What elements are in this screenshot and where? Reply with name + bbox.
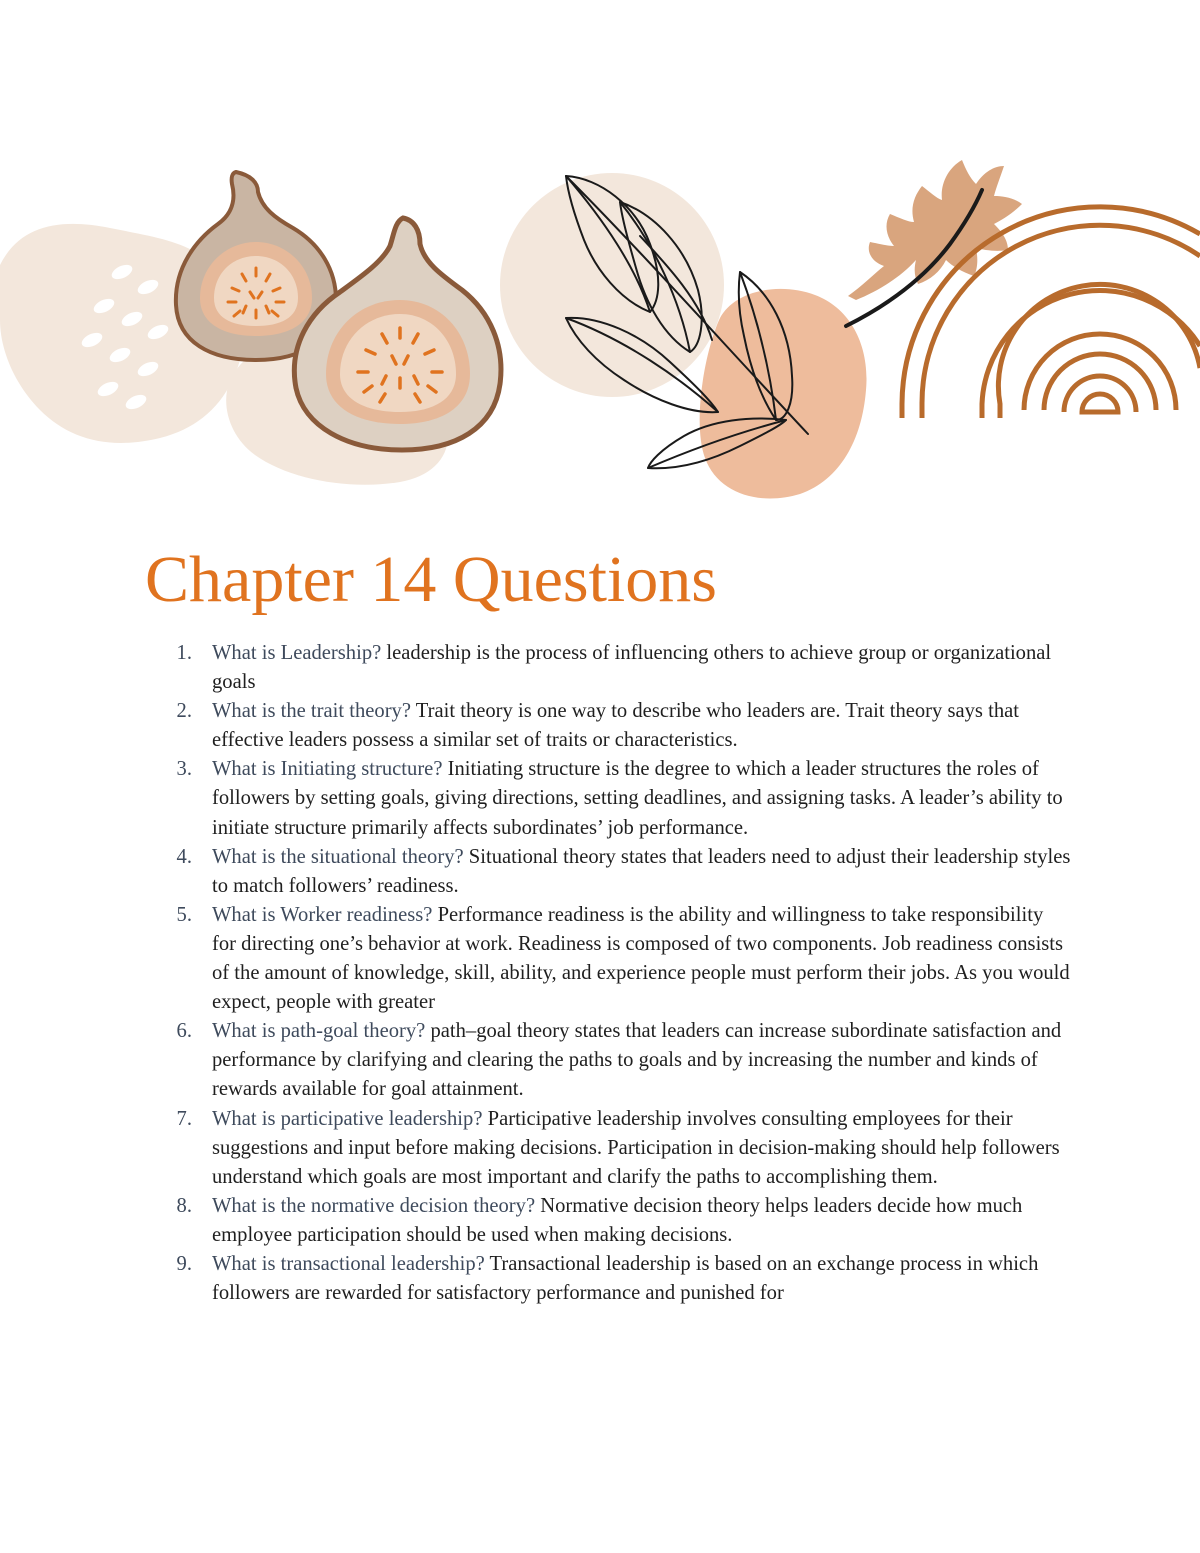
question-item — [0, 1192, 1072, 1250]
question-list — [0, 639, 1200, 1308]
question-item — [0, 697, 1072, 755]
answer-text: Performance readiness is the ability and willingness to take responsibility for directing one’s behavior at work. Readiness is composed of two components. Job readiness consists of the amount of knowledge, skill, ability, and experience people must perform their jobs. As you would expect, people with greater — [212, 903, 1070, 1014]
question-text: What is participative leadership? — [212, 1107, 483, 1130]
question-text: What is the trait theory? — [212, 700, 411, 723]
answer-text: Trait theory is one way to describe who leaders are. Trait theory says that effective leaders possess a similar set of traits or characteristics. — [212, 700, 1019, 752]
answer-text: Situational theory states that leaders need to adjust their leadership styles to match followers’ readiness. — [212, 845, 1071, 897]
answer-text: Normative decision theory helps leaders decide how much employee participation should be used when making decisions. — [212, 1194, 1023, 1246]
question-text: What is path-goal theory? — [212, 1020, 426, 1043]
header-illustration — [0, 0, 1200, 520]
question-text: What is the normative decision theory? — [212, 1194, 536, 1217]
question-number: 7. — [176, 1107, 192, 1130]
question-item — [0, 639, 1072, 697]
question-number: 3. — [176, 758, 192, 781]
answer-text: Initiating structure is the degree to which a leader structures the roles of followers by setting goals, giving directions, setting deadlines, and assigning tasks. A leader’s ability to initiate structure primarily affects subordinates’ job performance. — [212, 758, 1063, 839]
question-text: What is the situational theory? — [212, 845, 464, 868]
question-item — [0, 1017, 1072, 1104]
question-number: 8. — [176, 1194, 192, 1217]
question-text: What is Leadership? — [212, 642, 382, 664]
question-item — [0, 755, 1072, 842]
question-item — [0, 1250, 1072, 1308]
peach-blob — [700, 289, 867, 499]
question-number: 5. — [176, 903, 192, 926]
question-text: What is transactional leadership? — [212, 1252, 485, 1275]
answer-text: Transactional leadership is based on an exchange process in which followers are rewarded for satisfactory performance and punished for — [212, 1252, 1039, 1305]
question-item — [0, 843, 1072, 901]
answer-text: path–goal theory states that leaders can increase subordinate satisfaction and performance by clarifying and clearing the paths to goals and by increasing the number and kinds of rewards available for goal attainment. — [212, 1020, 1062, 1101]
question-number: 6. — [176, 1020, 192, 1043]
fig-half-icon — [294, 218, 501, 450]
question-number: 1. — [176, 642, 192, 664]
question-number: 9. — [176, 1252, 192, 1275]
question-item — [0, 901, 1072, 1017]
question-number: 4. — [176, 845, 192, 868]
question-text: What is Initiating structure? — [212, 758, 443, 781]
answer-text: leadership is the process of influencing others to achieve group or organizational goals — [212, 642, 1052, 694]
question-number: 2. — [176, 700, 192, 723]
answer-text: Participative leadership involves consulting employees for their suggestions and input before making decisions. Participation in decision-making should help followers understand which goals are most important and clarify the paths to accomplishing them. — [212, 1107, 1060, 1188]
page-title: Chapter 14 Questions — [145, 543, 717, 616]
question-text: What is Worker readiness? — [212, 903, 433, 926]
question-item — [0, 1105, 1072, 1192]
